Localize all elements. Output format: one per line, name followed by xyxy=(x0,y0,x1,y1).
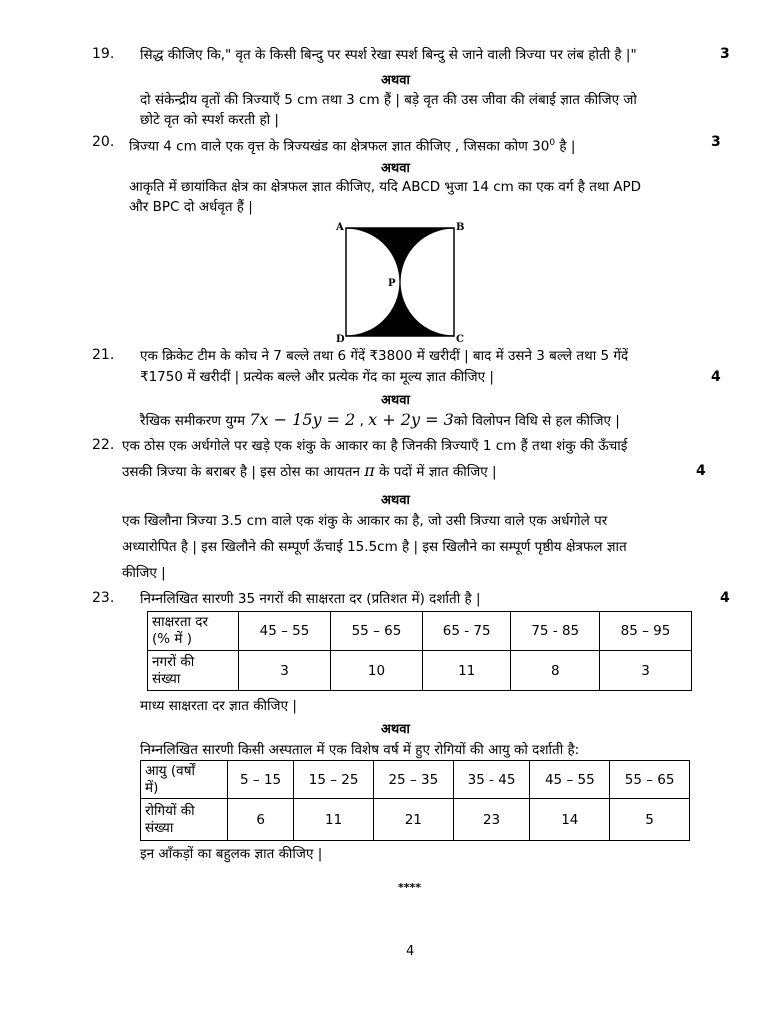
q21-line1: एक क्रिकेट टीम के कोच ने 7 बल्ले तथा 6 गेंदें ₹3800 में खरीदीं | बाद में उसने 3 बल्ले तथा 5 गेंदें xyxy=(140,348,629,364)
table2-head-age xyxy=(141,761,228,799)
table1-head-rate xyxy=(148,612,239,651)
label-c: C xyxy=(456,334,464,343)
q20-number: 20. xyxy=(92,134,115,150)
q21-marks: 4 xyxy=(711,369,721,385)
q20-or: अथवा xyxy=(381,161,410,176)
q22-line2-post: के पदों में ज्ञात कीजिए | xyxy=(374,464,497,480)
table2-head-patients xyxy=(141,799,228,841)
q22-pi: π xyxy=(364,461,375,480)
table1-freq-cell: 10 xyxy=(330,651,422,691)
q19-or: अथवा xyxy=(381,73,410,88)
q19-alt-line1: दो संकेन्द्रीय वृतों की त्रिज्याएँ 5 cm तथा 3 cm हैं | बड़े वृत की उस जीवा की लंबाई ज्ञात कीजिए जो xyxy=(140,92,637,108)
q22-line2-pre: उसकी त्रिज्या के बराबर है | इस ठोस का आयतन xyxy=(122,464,365,480)
q21-number: 21. xyxy=(92,347,115,363)
q22-number: 22. xyxy=(92,437,115,453)
q21-equation-1: 7x − 15y = 2 xyxy=(249,410,356,429)
q22-line1: एक ठोस एक अर्धगोले पर खड़े एक शंकु के आकार का है जिनकी त्रिज्याएँ 1 cm हैं तथा शंकु की ऊँचाई xyxy=(122,438,628,454)
q22-or: अथवा xyxy=(381,493,410,508)
table2-freq-cell: 21 xyxy=(373,799,453,841)
table2-freq-cell: 11 xyxy=(294,799,374,841)
table1-freq-cell: 3 xyxy=(600,651,692,691)
table2-freq-cell: 5 xyxy=(610,799,690,841)
q19-alt-line2: छोटे वृत को स्पर्श करती हो | xyxy=(140,112,279,128)
table1-class-cell: 85 – 95 xyxy=(600,612,692,651)
square-semicircles-figure xyxy=(330,218,465,343)
q20-text-post: है | xyxy=(555,138,576,155)
table2-class-cell: 5 – 15 xyxy=(228,761,294,799)
q21-line2: ₹1750 में खरीदीं | प्रत्येक बल्ले और प्रत्येक गेंद का मूल्य ज्ञात कीजिए | xyxy=(140,369,494,385)
q23-number: 23. xyxy=(92,590,115,606)
table2-class-cell: 15 – 25 xyxy=(294,761,374,799)
table2-row-classes xyxy=(141,761,690,799)
q21-alt xyxy=(140,409,620,432)
q22-alt-line1: एक खिलौना त्रिज्या 3.5 cm वाले एक शंकु के आकार का है, जो उसी त्रिज्या वाले एक अर्धगोले पर xyxy=(122,513,608,529)
table1-class-cell: 55 – 65 xyxy=(330,612,422,651)
table1-freq-cell: 8 xyxy=(511,651,600,691)
q23-after1: माध्य साक्षरता दर ज्ञात कीजिए | xyxy=(140,698,297,714)
q21-alt-post: को विलोपन विधि से हल कीजिए | xyxy=(453,413,620,429)
label-d: D xyxy=(336,334,345,343)
table2-class-cell: 55 – 65 xyxy=(610,761,690,799)
q23-or: अथवा xyxy=(381,722,410,737)
label-a: A xyxy=(336,222,344,233)
table2-freq-cell: 6 xyxy=(228,799,294,841)
q22-alt-line3: कीजिए | xyxy=(122,565,166,581)
q21-equation-2: x + 2y = 3 xyxy=(368,410,454,429)
q20-text xyxy=(129,134,575,156)
table2-freq-cell: 14 xyxy=(530,799,610,841)
table2-head-patients-l2: संख्या xyxy=(145,819,174,836)
q19-text: सिद्ध कीजिए कि," वृत के किसी बिन्दु पर स्पर्श रेखा स्पर्श बिन्दु से जाने वाली त्रिज्या पर लंब होती है |" xyxy=(140,47,637,63)
table1-head-rate-l1: साक्षरता दर xyxy=(152,614,208,630)
q20-alt-line2: और BPC दो अर्धवृत हैं | xyxy=(129,199,253,215)
literacy-rate-table xyxy=(147,611,692,691)
label-b: B xyxy=(456,222,465,233)
q23-after2: इन आँकड़ों का बहुलक ज्ञात कीजिए | xyxy=(140,846,323,862)
table1-head-cities xyxy=(148,651,239,691)
table2-row-freqs xyxy=(141,799,690,841)
page-number: 4 xyxy=(406,944,415,959)
q21-sep: , xyxy=(355,413,369,429)
table1-head-rate-l2: (% में ) xyxy=(152,631,193,647)
table1-head-cities-l1: नगरों की xyxy=(152,653,195,670)
q23-alt-text: निम्नलिखित सारणी किसी अस्पताल में एक विशेष वर्ष में हुए रोगियों की आयु को दर्शाती है: xyxy=(140,742,580,758)
q23-text: निम्नलिखित सारणी 35 नगरों की साक्षरता दर (प्रतिशत में) दर्शाती है | xyxy=(140,591,481,607)
q22-line2 xyxy=(122,462,497,481)
table1-class-cell: 65 - 75 xyxy=(422,612,511,651)
table2-head-age-l2: में) xyxy=(145,779,159,796)
q19-marks: 3 xyxy=(720,46,730,62)
table2-freq-cell: 23 xyxy=(453,799,530,841)
patient-age-table xyxy=(140,760,690,841)
table1-row-freqs xyxy=(148,651,692,691)
table1-head-cities-l2: संख्या xyxy=(152,670,181,687)
table1-class-cell: 75 - 85 xyxy=(511,612,600,651)
q21-or: अथवा xyxy=(381,393,410,408)
q22-alt-line2: अध्यारोपित है | इस खिलौने की सम्पूर्ण ऊँचाई 15.5cm है | इस खिलौने का सम्पूर्ण पृष्ठीय क्षेत्रफल ज्ञात xyxy=(122,539,627,555)
table1-class-cell: 45 – 55 xyxy=(239,612,331,651)
table2-class-cell: 35 - 45 xyxy=(453,761,530,799)
q21-alt-pre: रैखिक समीकरण युग्म xyxy=(140,413,250,429)
q20-alt-line1: आकृति में छायांकित क्षेत्र का क्षेत्रफल ज्ञात कीजिए, यदि ABCD भुजा 14 cm का एक वर्ग है तथा APD xyxy=(129,179,642,195)
table2-class-cell: 25 – 35 xyxy=(373,761,453,799)
table2-class-cell: 45 – 55 xyxy=(530,761,610,799)
table2-head-patients-l1: रोगियों की xyxy=(145,802,195,819)
table1-freq-cell: 11 xyxy=(422,651,511,691)
q19-number: 19. xyxy=(92,46,115,62)
end-marker: **** xyxy=(398,881,422,894)
label-p: P xyxy=(388,278,396,289)
table2-head-age-l1: आयु (वर्षों xyxy=(145,762,195,779)
q20-degree: 0 xyxy=(549,138,556,148)
q20-text-pre: त्रिज्या 4 cm वाले एक वृत्त के त्रिज्यखंड का क्षेत्रफल ज्ञात कीजिए , जिसका कोण 30 xyxy=(129,138,550,155)
q22-marks: 4 xyxy=(696,463,706,479)
q20-marks: 3 xyxy=(711,134,721,150)
q23-marks: 4 xyxy=(720,590,730,606)
table1-row-classes xyxy=(148,612,692,651)
table1-freq-cell: 3 xyxy=(239,651,331,691)
